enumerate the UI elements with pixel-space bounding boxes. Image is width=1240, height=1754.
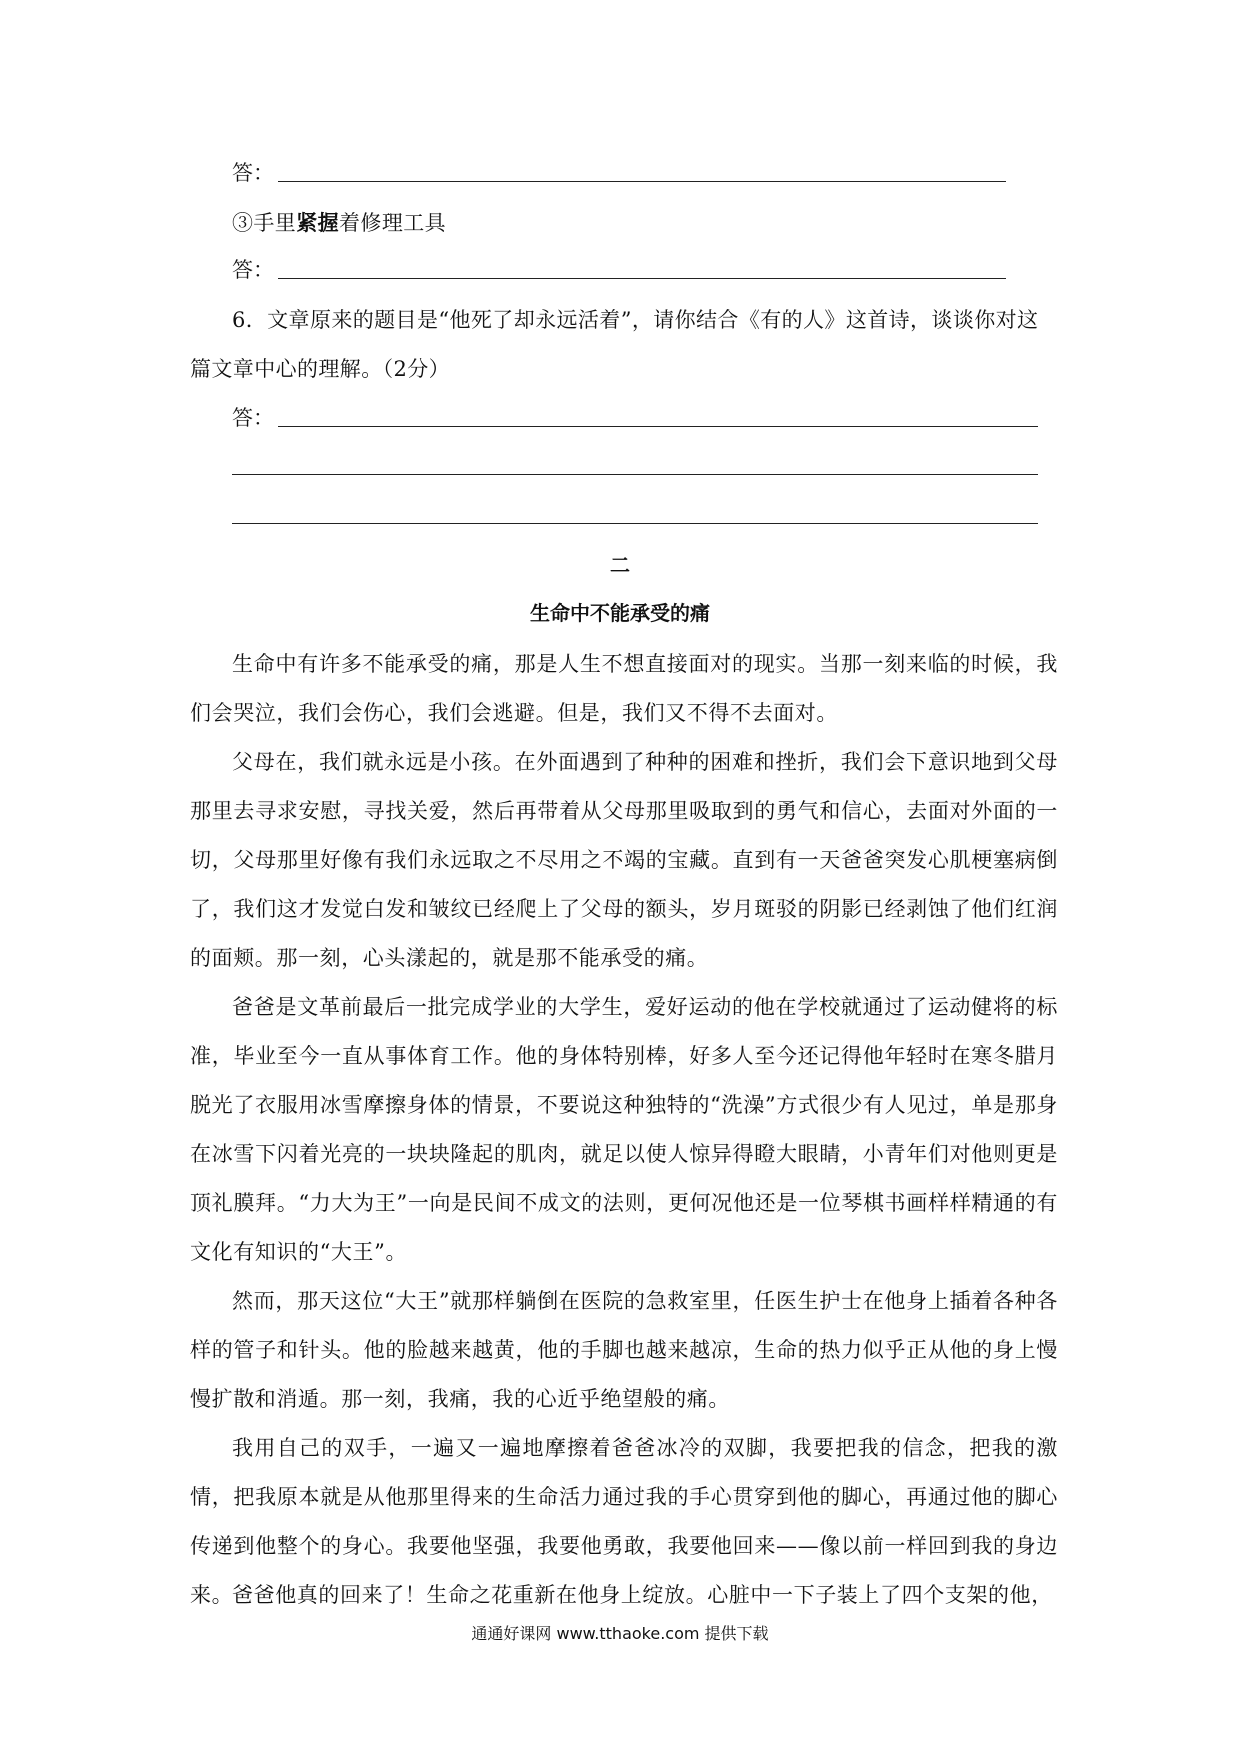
paragraph-1: 生命中有许多不能承受的痛，那是人生不想直接面对的现实。当那一刻来临的时候，我们会哭泣，我们会伤心，我们会逃避。但是，我们又不得不去面对。 <box>190 652 1058 725</box>
paragraph-6: 爸爸他真的回来了！生命之花重新在他身上绽放。心脏中一下子装上了四个支架的他， <box>232 1583 1053 1607</box>
paragraph-2: 父母在，我们就永远是小孩。在外面遇到了种种的困难和挫折，我们会下意识地到父母那里去寻求安慰，寻找关爱，然后再带着从父母那里吸取到的勇气和信心，去面对外面的一切，父母那里好像有我们永远取之不尽用之不竭的宝藏。直到有一天爸爸突发心肌梗塞病倒了，我们这才发觉白发和皱纹已经爬上了父母的额头，岁月斑驳的阴影已经剥蚀了他们红润的面颊。那一刻，心头漾起的，就是那不能承受的痛。 <box>190 750 1058 970</box>
paragraph-3: 爸爸是文革前最后一批完成学业的大学生，爱好运动的他在学校就通过了运动健将的标准，毕业至今一直从事体育工作。他的身体特别棒，好多人至今还记得他年轻时在寒冬腊月脱光了衣服用冰雪摩擦身体的情景，不要说这种独特的“洗澡”方式很少有人见过，单是那身在冰雪下闪着光亮的一块块隆起的肌肉，就足以使人惊异得瞪大眼睛，小青年们对他则更是顶礼膜拜。“力大为王”一向是民间不成文的法则，更何况他还是一位琴棋书画样样精通的有文化有知识的“大王”。 <box>190 995 1058 1264</box>
answer-blank-line[interactable] <box>278 277 1006 279</box>
article-title: 生命中不能承受的痛 <box>530 601 710 625</box>
item-3-prefix: ③手里 <box>232 211 297 235</box>
answer-label: 答： <box>232 258 274 282</box>
answer-label: 答： <box>232 406 274 430</box>
answer-blank-line[interactable] <box>278 425 1038 427</box>
answer-row-3 <box>232 403 1038 433</box>
question-item-3 <box>232 208 446 238</box>
item-3-suffix: 着修理工具 <box>339 211 447 235</box>
question-6-line-1: 6．文章原来的题目是“他死了却永远活着”，请你结合《有的人》这首诗，谈谈你对这 <box>232 308 1039 332</box>
question-6-line-2: 篇文章中心的理解。（2分） <box>190 357 451 381</box>
page-footer: 通通好课网 www.tthaoke.com 提供下载 <box>471 1624 769 1643</box>
answer-blank-line[interactable] <box>232 523 1038 524</box>
answer-blank-line[interactable] <box>278 180 1006 182</box>
answer-row-2 <box>232 255 1006 285</box>
answer-blank-line[interactable] <box>232 474 1038 475</box>
paragraph-5: 我用自己的双手，一遍又一遍地摩擦着爸爸冰冷的双脚，我要把我的信念，把我的激情，把我原本就是从他那里得来的生命活力通过我的手心贯穿到他的脚心，再通过他的脚心传递到他整个的身心。我要他坚强，我要他勇敢，我要他回来——像以前一样回到我的身边来。 <box>190 1436 1058 1607</box>
item-3-keyword: 紧握 <box>296 210 340 235</box>
answer-row-1 <box>232 158 1006 188</box>
section-number: 二 <box>610 553 630 577</box>
answer-label: 答： <box>232 161 274 185</box>
paragraph-4: 然而，那天这位“大王”就那样躺倒在医院的急救室里，任医生护士在他身上插着各种各样的管子和针头。他的脸越来越黄，他的手脚也越来越凉，生命的热力似乎正从他的身上慢慢扩散和消遁。那一刻，我痛，我的心近乎绝望般的痛。 <box>190 1289 1058 1411</box>
